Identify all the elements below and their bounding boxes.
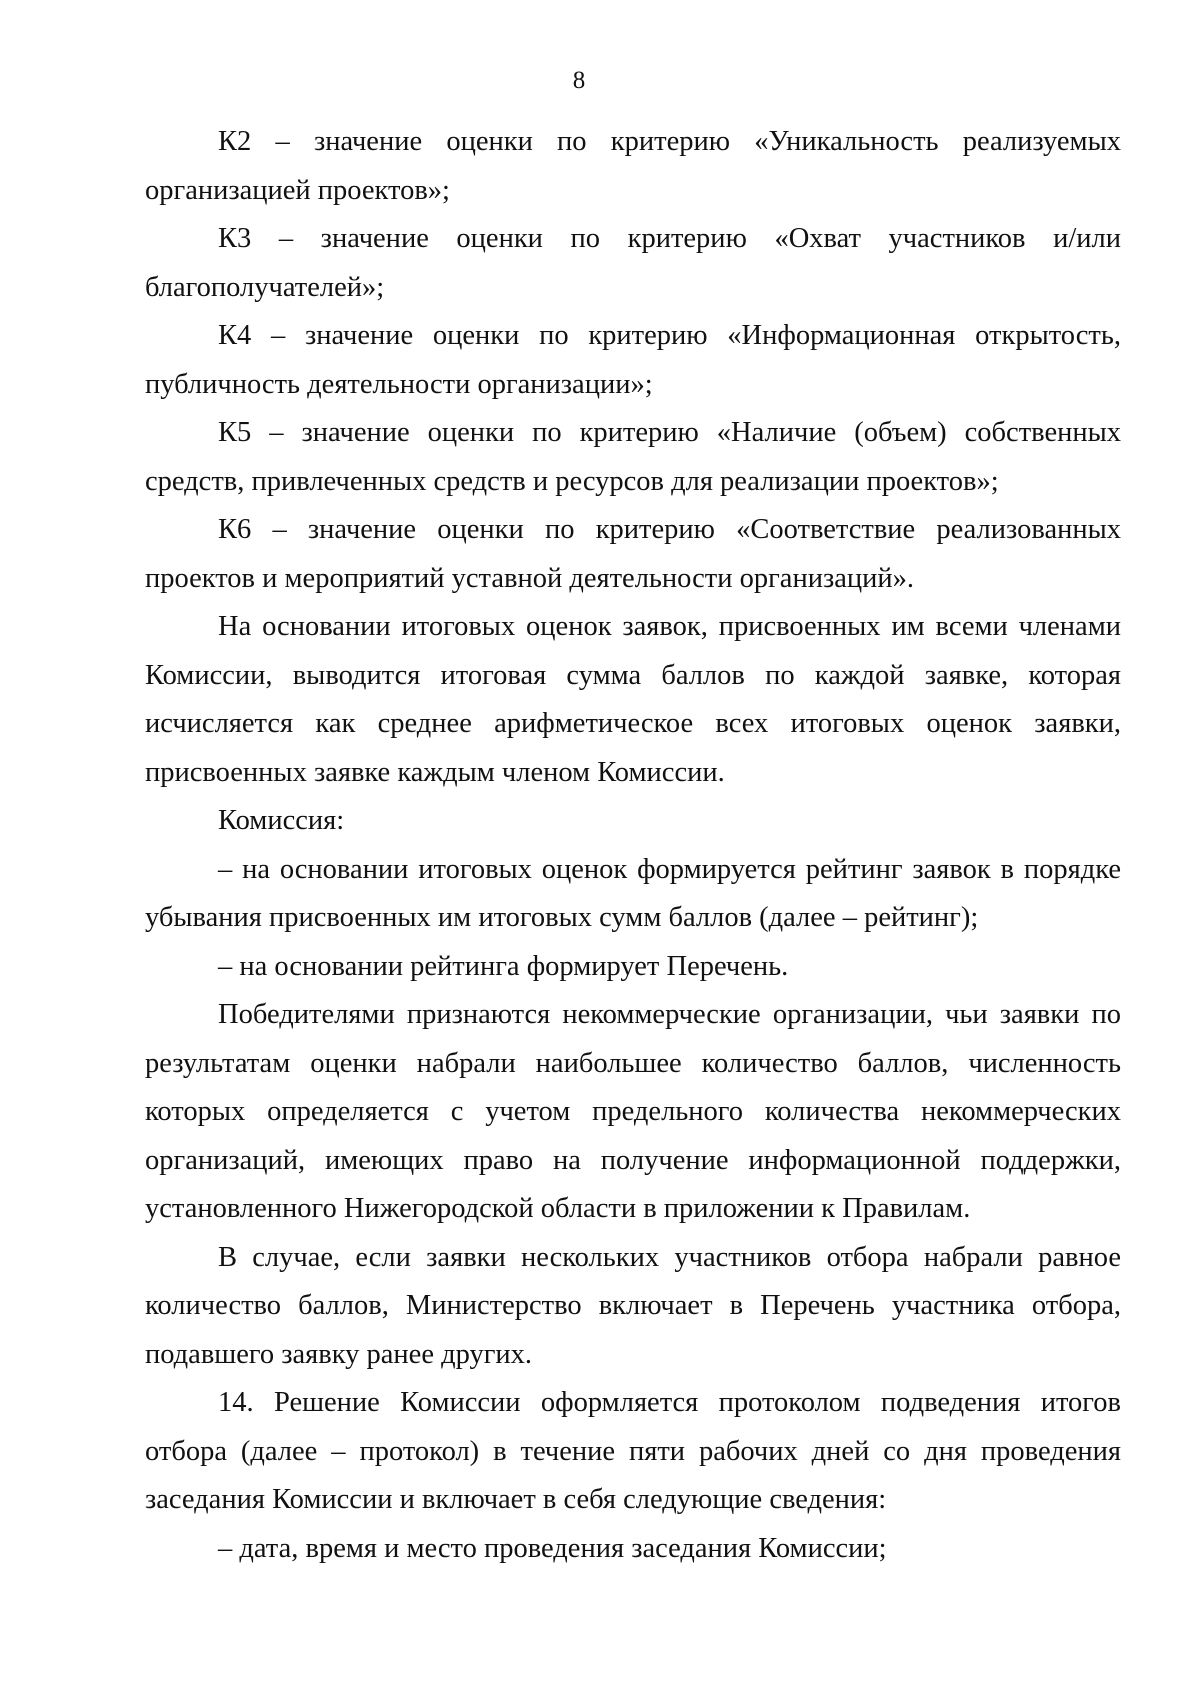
document-body — [145, 118, 1121, 1573]
paragraph-k5-criterion: К5 – значение оценки по критерию «Наличие (объем) собственных средств, привлеченных средств и ресурсов для реализации проектов»; — [145, 417, 1121, 497]
paragraph-rating-item: – на основании итоговых оценок формируется рейтинг заявок в порядке убывания присвоенных им итоговых сумм баллов (далее – рейтинг); — [145, 853, 1121, 933]
paragraph-k4-criterion: К4 – значение оценки по критерию «Информационная открытость, публичность деятельности организации»; — [145, 320, 1121, 400]
paragraph-k2-criterion: К2 – значение оценки по критерию «Уникальность реализуемых организацией проектов»; — [145, 126, 1121, 206]
paragraph-equal-score: В случае, если заявки нескольких участников отбора набрали равное количество баллов, Министерство включает в Перечень участника отбора, подавшего заявку ранее других. — [145, 1241, 1121, 1370]
paragraph-k3-criterion: К3 – значение оценки по критерию «Охват участников и/или благополучателей»; — [145, 223, 1121, 303]
paragraph-commission: Комиссия: — [218, 805, 345, 836]
paragraph-list-item: – на основании рейтинга формирует Перечень. — [218, 950, 789, 982]
paragraph-winners: Победителями признаются некоммерческие организации, чьи заявки по результатам оценки набрали наибольшее количество баллов, численность которых определяется с учетом предельного количества некоммерческих организаций, имеющих право на получение информационной поддержки, установленного Нижегородской области в приложении к Правилам. — [145, 999, 1121, 1224]
paragraph-k6-criterion: К6 – значение оценки по критерию «Соответствие реализованных проектов и мероприятий уставной деятельности организаций». — [145, 514, 1121, 594]
paragraph-meeting-details: – дата, время и место проведения заседания Комиссии; — [218, 1532, 887, 1564]
paragraph-total-score: На основании итоговых оценок заявок, присвоенных им всеми членами Комиссии, выводится итоговая сумма баллов по каждой заявке, которая исчисляется как среднее арифметическое всех итоговых оценок заявки, присвоенных заявке каждым членом Комиссии. — [145, 611, 1121, 788]
page-number: 8 — [572, 67, 586, 94]
paragraph-section-14: 14. Решение Комиссии оформляется протоколом подведения итогов отбора (далее – протокол) в течение пяти рабочих дней со дня проведения заседания Комиссии и включает в себя следующие сведения: — [145, 1387, 1121, 1515]
